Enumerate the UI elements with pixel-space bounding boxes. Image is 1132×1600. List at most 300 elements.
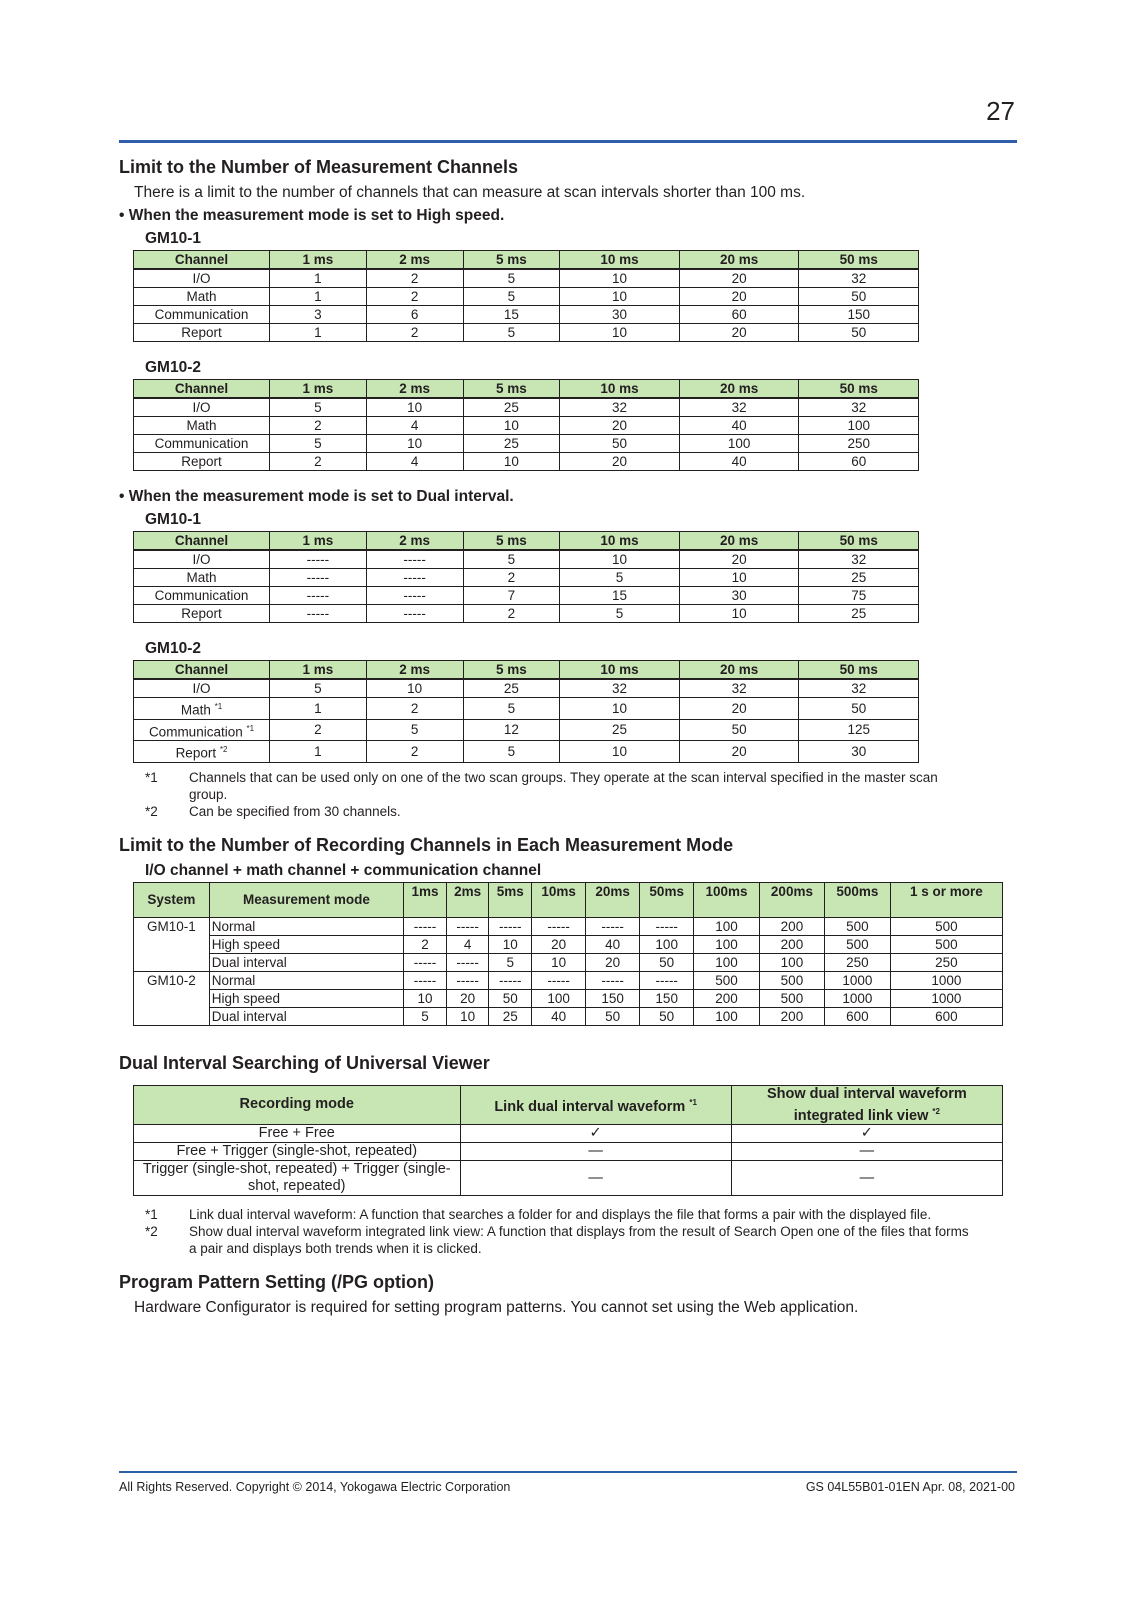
dual-interval-table xyxy=(133,1085,1003,1197)
column-header: Channel xyxy=(134,532,270,551)
cell-value: ----- xyxy=(586,971,640,989)
channel-name: Communication xyxy=(134,435,270,453)
cell-value: 5 xyxy=(270,679,367,698)
recording-mode: Free + Free xyxy=(134,1125,461,1143)
cell-value: ----- xyxy=(532,971,586,989)
cell-value: 32 xyxy=(560,679,680,698)
cell-value: 600 xyxy=(890,1007,1002,1025)
cell-value: 250 xyxy=(825,953,890,971)
section-title-recording-channels: Limit to the Number of Recording Channels in Each Measurement Mode xyxy=(119,834,734,855)
channel-name: Math xyxy=(134,569,270,587)
cell-value: 10 xyxy=(560,288,680,306)
cell-value: 32 xyxy=(799,398,919,417)
channel-name: Report xyxy=(134,324,270,342)
cell-value: 50 xyxy=(799,324,919,342)
cell-value: 100 xyxy=(694,1007,759,1025)
column-header: Channel xyxy=(134,380,270,399)
cell-value: 10 xyxy=(404,989,447,1007)
column-header: 5 ms xyxy=(463,661,560,680)
cell-value: 50 xyxy=(640,953,694,971)
cell-value: 150 xyxy=(640,989,694,1007)
cell-value: 150 xyxy=(799,306,919,324)
footnote-text: Channels that can be used only on one of the two scan groups. They operate at the scan interval specified in the master scan group. xyxy=(189,769,938,802)
cell-value: 50 xyxy=(799,288,919,306)
section-title-measurement-channels: Limit to the Number of Measurement Channels xyxy=(119,157,519,177)
channel-name: Report xyxy=(134,605,270,623)
cell-value: ----- xyxy=(586,917,640,935)
bullet-dual-interval: • When the measurement mode is set to Dual interval. xyxy=(119,488,514,505)
channel-name: Communication xyxy=(134,306,270,324)
cell-value: 20 xyxy=(679,550,799,569)
cell-value: 2 xyxy=(463,605,560,623)
footnote xyxy=(145,803,1019,820)
footnote-ref: *1 xyxy=(689,1098,697,1107)
cell-value: ----- xyxy=(366,605,463,623)
support-mark: — xyxy=(731,1161,1002,1196)
column-header: 1 s or more xyxy=(890,882,1002,917)
cell-value: 500 xyxy=(825,917,890,935)
page-content xyxy=(119,156,1019,1321)
cell-value: 1 xyxy=(270,269,367,288)
footnotes-measurement xyxy=(145,769,1019,820)
document-id: GS 04L55B01-01EN Apr. 08, 2021-00 xyxy=(805,1480,1015,1494)
cell-value: ----- xyxy=(270,569,367,587)
cell-value: 1000 xyxy=(825,989,890,1007)
cell-value: 125 xyxy=(799,719,919,741)
cell-value: 5 xyxy=(463,269,560,288)
cell-value: 500 xyxy=(694,971,759,989)
footnote-mark: *2 xyxy=(145,803,158,819)
table-row xyxy=(134,1125,1003,1143)
system-name: GM10-1 xyxy=(134,917,210,971)
cell-value: 5 xyxy=(463,741,560,763)
cell-value: ----- xyxy=(404,971,447,989)
cell-value: 1 xyxy=(270,324,367,342)
table-row xyxy=(134,417,919,435)
copyright: All Rights Reserved. Copyright © 2014, Yokogawa Electric Corporation xyxy=(119,1480,511,1494)
cell-value: 2 xyxy=(366,741,463,763)
cell-value: 20 xyxy=(532,935,586,953)
column-header: 500ms xyxy=(825,882,890,917)
channel-name: Communication $^{*1}$ xyxy=(134,719,270,741)
channel-name: I/O xyxy=(134,679,270,698)
cell-value: 10 xyxy=(560,741,680,763)
table-row xyxy=(134,435,919,453)
cell-value: 100 xyxy=(640,935,694,953)
table-row xyxy=(134,288,919,306)
table-row xyxy=(134,719,919,741)
column-header: Channel xyxy=(134,661,270,680)
cell-value: 100 xyxy=(694,935,759,953)
cell-value: 10 xyxy=(679,569,799,587)
footnote xyxy=(145,1223,1019,1257)
cell-value: 10 xyxy=(463,417,560,435)
bullet-high-speed: • When the measurement mode is set to High speed. xyxy=(119,207,505,224)
cell-value: 500 xyxy=(890,935,1002,953)
support-mark: — xyxy=(460,1161,731,1196)
cell-value: 60 xyxy=(799,453,919,471)
cell-value: 500 xyxy=(890,917,1002,935)
mode-name: Dual interval xyxy=(209,953,403,971)
channel-name: I/O xyxy=(134,269,270,288)
column-header: 50ms xyxy=(640,882,694,917)
cell-value: 2 xyxy=(270,453,367,471)
header-row xyxy=(134,532,919,551)
channel-name: I/O xyxy=(134,550,270,569)
cell-value: 5 xyxy=(463,324,560,342)
cell-value: 10 xyxy=(463,453,560,471)
cell-value: ----- xyxy=(366,550,463,569)
cell-value: 2 xyxy=(366,324,463,342)
cell-value: 40 xyxy=(679,453,799,471)
cell-value: ----- xyxy=(489,917,532,935)
cell-value: 20 xyxy=(679,269,799,288)
cell-value: 32 xyxy=(679,679,799,698)
section-intro: There is a limit to the number of channels that can measure at scan intervals shorter than 100 ms. xyxy=(134,184,806,201)
cell-value: 10 xyxy=(446,1007,489,1025)
column-header: 20 ms xyxy=(679,661,799,680)
table-row xyxy=(134,306,919,324)
cell-value: 2 xyxy=(463,569,560,587)
table-row xyxy=(134,679,919,698)
cell-value: 3 xyxy=(270,306,367,324)
table-row xyxy=(134,971,1003,989)
table-row xyxy=(134,453,919,471)
column-header: 200ms xyxy=(759,882,824,917)
column-header: 5 ms xyxy=(463,532,560,551)
cell-value: 20 xyxy=(679,288,799,306)
column-header: 1 ms xyxy=(270,251,367,270)
cell-value: 25 xyxy=(799,605,919,623)
cell-value: 200 xyxy=(759,1007,824,1025)
cell-value: 2 xyxy=(270,719,367,741)
cell-value: 4 xyxy=(446,935,489,953)
cell-value: 10 xyxy=(560,550,680,569)
cell-value: 100 xyxy=(532,989,586,1007)
cell-value: 10 xyxy=(679,605,799,623)
cell-value: 50 xyxy=(489,989,532,1007)
cell-value: 200 xyxy=(759,935,824,953)
column-header: 10 ms xyxy=(560,251,680,270)
column-header: 100ms xyxy=(694,882,759,917)
cell-value: 25 xyxy=(463,679,560,698)
cell-value: 150 xyxy=(586,989,640,1007)
column-header: Link dual interval waveform $^{*1}$ xyxy=(460,1085,731,1125)
cell-value: 25 xyxy=(489,1007,532,1025)
cell-value: ----- xyxy=(640,917,694,935)
mode-name: Normal xyxy=(209,917,403,935)
table-row xyxy=(134,698,919,720)
cell-value: ----- xyxy=(532,917,586,935)
cell-value: 5 xyxy=(270,435,367,453)
table-row xyxy=(134,587,919,605)
column-header: 20 ms xyxy=(679,380,799,399)
header-rule xyxy=(119,140,1017,143)
table-row xyxy=(134,953,1003,971)
cell-value: 100 xyxy=(759,953,824,971)
column-header: 1ms xyxy=(404,882,447,917)
table-subtitle: I/O channel + math channel + communication channel xyxy=(145,861,542,879)
cell-value: ----- xyxy=(270,587,367,605)
cell-value: 40 xyxy=(586,935,640,953)
footer-rule xyxy=(119,1471,1017,1473)
recording-mode: Free + Trigger (single-shot, repeated) xyxy=(134,1143,461,1161)
channel-name: Math $^{*1}$ xyxy=(134,698,270,720)
cell-value: 40 xyxy=(679,417,799,435)
cell-value: 500 xyxy=(759,971,824,989)
cell-value: ----- xyxy=(446,917,489,935)
cell-value: 200 xyxy=(694,989,759,1007)
cell-value: 20 xyxy=(586,953,640,971)
table-row xyxy=(134,989,1003,1007)
cell-value: 500 xyxy=(759,989,824,1007)
table-row xyxy=(134,324,919,342)
mode-name: Dual interval xyxy=(209,1007,403,1025)
table-row xyxy=(134,917,1003,935)
cell-value: 1 xyxy=(270,741,367,763)
section-title-program-pattern: Program Pattern Setting (/PG option) xyxy=(119,1272,435,1293)
cell-value: 1000 xyxy=(890,971,1002,989)
cell-value: 250 xyxy=(799,435,919,453)
table-row xyxy=(134,741,919,763)
cell-value: 50 xyxy=(799,698,919,720)
footnote-ref: *2 xyxy=(932,1106,940,1116)
section-title-dual-interval-search: Dual Interval Searching of Universal Viewer xyxy=(119,1052,490,1073)
cell-value: 30 xyxy=(679,587,799,605)
cell-value: 7 xyxy=(463,587,560,605)
cell-value: 25 xyxy=(463,435,560,453)
cell-value: 32 xyxy=(799,679,919,698)
column-header: 1 ms xyxy=(270,532,367,551)
cell-value: ----- xyxy=(366,569,463,587)
cell-value: 5 xyxy=(366,719,463,741)
channel-name: I/O xyxy=(134,398,270,417)
column-header: 10 ms xyxy=(560,380,680,399)
cell-value: 40 xyxy=(532,1007,586,1025)
column-header: 20 ms xyxy=(679,251,799,270)
cell-value: 1000 xyxy=(825,971,890,989)
cell-value: ----- xyxy=(404,917,447,935)
cell-value: 50 xyxy=(679,719,799,741)
column-header: Recording mode xyxy=(134,1085,461,1125)
header-row xyxy=(134,882,1003,917)
footnote-ref: *1 xyxy=(246,723,255,733)
page-number: 27 xyxy=(986,96,1015,126)
cell-value: 10 xyxy=(489,935,532,953)
cell-value: 50 xyxy=(560,435,680,453)
footnote xyxy=(145,1206,1019,1223)
cell-value: 2 xyxy=(270,417,367,435)
column-header: Channel xyxy=(134,251,270,270)
cell-value: 100 xyxy=(679,435,799,453)
header-row xyxy=(134,251,919,270)
footnote-text: Link dual interval waveform: A function that searches a folder for and displays the file that forms a pair with the displayed file. xyxy=(189,1207,932,1223)
table-label: GM10-2 xyxy=(145,359,201,376)
system-name: GM10-2 xyxy=(134,971,210,1025)
cell-value: 1 xyxy=(270,698,367,720)
column-header: 10ms xyxy=(532,882,586,917)
table-row xyxy=(134,935,1003,953)
cell-value: 5 xyxy=(404,1007,447,1025)
cell-value: 5 xyxy=(489,953,532,971)
cell-value: ----- xyxy=(446,953,489,971)
cell-value: 250 xyxy=(890,953,1002,971)
cell-value: 60 xyxy=(679,306,799,324)
cell-value: 600 xyxy=(825,1007,890,1025)
support-mark: — xyxy=(460,1143,731,1161)
cell-value: 32 xyxy=(799,550,919,569)
cell-value: 200 xyxy=(759,917,824,935)
column-header: 2 ms xyxy=(366,532,463,551)
column-header: 50 ms xyxy=(799,661,919,680)
table-row xyxy=(134,569,919,587)
cell-value: 10 xyxy=(366,679,463,698)
cell-value: 100 xyxy=(694,953,759,971)
cell-value: 20 xyxy=(560,453,680,471)
cell-value: 50 xyxy=(640,1007,694,1025)
cell-value: ----- xyxy=(366,587,463,605)
column-header: 20ms xyxy=(586,882,640,917)
cell-value: 6 xyxy=(366,306,463,324)
footnote-mark: *2 xyxy=(145,1224,158,1240)
column-header: 5ms xyxy=(489,882,532,917)
cell-value: 30 xyxy=(799,741,919,763)
cell-value: 10 xyxy=(560,324,680,342)
cell-value: ----- xyxy=(640,971,694,989)
cell-value: 4 xyxy=(366,453,463,471)
support-mark: ✓ xyxy=(731,1125,1002,1143)
footnote-ref: *1 xyxy=(214,702,223,711)
cell-value: 20 xyxy=(560,417,680,435)
column-header: 2 ms xyxy=(366,251,463,270)
channel-name: Math xyxy=(134,288,270,306)
cell-value: 30 xyxy=(560,306,680,324)
measurement-table xyxy=(133,660,919,763)
cell-value: 10 xyxy=(366,398,463,417)
cell-value: 2 xyxy=(404,935,447,953)
cell-value: 100 xyxy=(799,417,919,435)
table-row xyxy=(134,1007,1003,1025)
column-header: 50 ms xyxy=(799,532,919,551)
footnote-mark: *1 xyxy=(145,1207,158,1223)
footnote-text: Show dual interval waveform integrated link view: A function that displays from the result of Search Open one of the files that forms a pair and displays both trends when it is clicked. xyxy=(189,1224,969,1257)
measurement-table xyxy=(133,379,919,471)
cell-value: 25 xyxy=(560,719,680,741)
channel-name: Report $^{*2}$ xyxy=(134,741,270,763)
header-row xyxy=(134,380,919,399)
column-header: 1 ms xyxy=(270,380,367,399)
measurement-table xyxy=(133,250,919,342)
footnote xyxy=(145,769,1019,803)
footnotes-dual-interval xyxy=(145,1206,1019,1257)
cell-value: 2 xyxy=(366,269,463,288)
cell-value: 2 xyxy=(366,288,463,306)
cell-value: 20 xyxy=(446,989,489,1007)
cell-value: ----- xyxy=(270,550,367,569)
table-row xyxy=(134,398,919,417)
cell-value: 25 xyxy=(463,398,560,417)
cell-value: ----- xyxy=(270,605,367,623)
column-header: 2 ms xyxy=(366,661,463,680)
cell-value: ----- xyxy=(404,953,447,971)
cell-value: 10 xyxy=(366,435,463,453)
recording-channels-table xyxy=(133,882,1003,1026)
table-row xyxy=(134,1143,1003,1161)
column-header: System xyxy=(134,882,210,917)
column-header: 10 ms xyxy=(560,532,680,551)
cell-value: 1 xyxy=(270,288,367,306)
cell-value: 25 xyxy=(799,569,919,587)
column-header: 50 ms xyxy=(799,251,919,270)
cell-value: 32 xyxy=(560,398,680,417)
channel-name: Report xyxy=(134,453,270,471)
table-row xyxy=(134,605,919,623)
support-mark: ✓ xyxy=(460,1125,731,1143)
column-header: 2ms xyxy=(446,882,489,917)
cell-value: ----- xyxy=(489,971,532,989)
cell-value: 15 xyxy=(560,587,680,605)
cell-value: 5 xyxy=(463,288,560,306)
cell-value: 32 xyxy=(679,398,799,417)
cell-value: 20 xyxy=(679,741,799,763)
header-row xyxy=(134,1085,1003,1125)
footnote-mark: *1 xyxy=(145,769,158,785)
cell-value: 5 xyxy=(560,569,680,587)
measurement-table xyxy=(133,531,919,623)
cell-value: 10 xyxy=(532,953,586,971)
column-header: 10 ms xyxy=(560,661,680,680)
cell-value: 5 xyxy=(560,605,680,623)
header-row xyxy=(134,661,919,680)
recording-mode: Trigger (single-shot, repeated) + Trigger (single-shot, repeated) xyxy=(134,1161,461,1196)
cell-value: 15 xyxy=(463,306,560,324)
channel-name: Math xyxy=(134,417,270,435)
cell-value: 500 xyxy=(825,935,890,953)
cell-value: 4 xyxy=(366,417,463,435)
footnote-ref: *2 xyxy=(219,745,228,754)
support-mark: — xyxy=(731,1143,1002,1161)
column-header: 5 ms xyxy=(463,251,560,270)
cell-value: 100 xyxy=(694,917,759,935)
cell-value: 20 xyxy=(679,698,799,720)
channel-name: Communication xyxy=(134,587,270,605)
cell-value: 1000 xyxy=(890,989,1002,1007)
cell-value: 10 xyxy=(560,269,680,288)
table-label: GM10-1 xyxy=(145,230,201,247)
column-header: Show dual interval waveform integrated link view $^{*2}$ xyxy=(731,1085,1002,1125)
cell-value: 32 xyxy=(799,269,919,288)
cell-value: ----- xyxy=(446,971,489,989)
column-header: 20 ms xyxy=(679,532,799,551)
cell-value: 5 xyxy=(463,698,560,720)
cell-value: 2 xyxy=(366,698,463,720)
cell-value: 20 xyxy=(679,324,799,342)
cell-value: 5 xyxy=(270,398,367,417)
column-header: Measurement mode xyxy=(209,882,403,917)
table-row xyxy=(134,550,919,569)
mode-name: High speed xyxy=(209,989,403,1007)
table-label: GM10-2 xyxy=(145,640,201,657)
cell-value: 10 xyxy=(560,698,680,720)
cell-value: 12 xyxy=(463,719,560,741)
table-row xyxy=(134,269,919,288)
mode-name: Normal xyxy=(209,971,403,989)
table-label: GM10-1 xyxy=(145,511,201,528)
cell-value: 50 xyxy=(586,1007,640,1025)
section-text: Hardware Configurator is required for setting program patterns. You cannot set using the Web application. xyxy=(134,1299,859,1317)
column-header: 1 ms xyxy=(270,661,367,680)
column-header: 50 ms xyxy=(799,380,919,399)
